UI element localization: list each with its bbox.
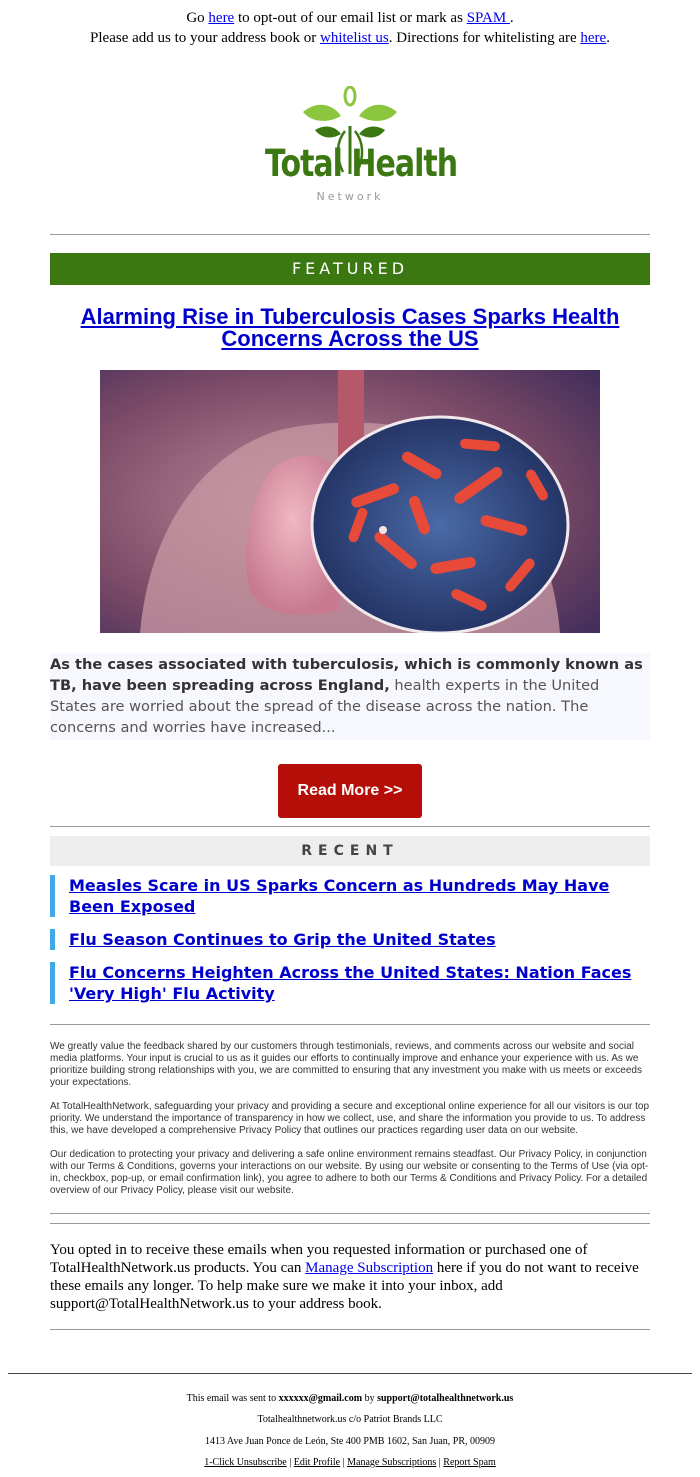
recent-item-link[interactable]: Measles Scare in US Sparks Concern as Hundreds May Have Been Exposed [69, 876, 610, 916]
top-notice [0, 0, 700, 48]
sent-to-line: This email was sent to xxxxxx@gmail.com by support@totalhealthnetwork.us [186, 1393, 514, 1404]
address-line: 1413 Ave Juan Ponce de León, Ste 400 PMB 1602, San Juan, PR, 00909 [204, 1436, 496, 1447]
directions-here-link[interactable]: here [580, 30, 607, 46]
report-spam-link[interactable]: Report Spam [443, 1457, 496, 1468]
total-health-network-logo[interactable] [265, 86, 458, 206]
whitelist-line: Please add us to your address book or whitelist us. Directions for whitelisting are here. [90, 30, 610, 46]
tuberculosis-lungs-bacteria-image[interactable] [100, 370, 600, 633]
footer-links: 1-Click Unsubscribe | Edit Profile | Manage Subscriptions | Report Spam [204, 1457, 496, 1468]
company-line: Totalhealthnetwork.us c/o Patriot Brands LLC [257, 1414, 443, 1425]
recent-item-link[interactable]: Flu Concerns Heighten Across the United States: Nation Faces 'Very High' Flu Activity [69, 963, 632, 1003]
footer-divider [8, 1373, 692, 1374]
logo-network-text: Network [316, 190, 384, 203]
divider [50, 1329, 650, 1330]
manage-subscription-link[interactable]: Manage Subscription [305, 1260, 434, 1276]
unsubscribe-link[interactable]: 1-Click Unsubscribe [204, 1457, 287, 1468]
spam-link[interactable]: SPAM [466, 10, 510, 26]
optout-here-link[interactable]: here [208, 10, 235, 26]
featured-section-header: FEATURED [50, 253, 650, 285]
recent-item-link[interactable]: Flu Season Continues to Grip the United States [69, 930, 496, 949]
featured-excerpt: As the cases associated with tuberculosis, which is commonly known as TB, have been spreading across England, health experts in the United States are worried about the spread of the disease across the nation. The concerns and worries have increased... [50, 653, 650, 740]
privacy-disclaimer: At TotalHealthNetwork, safeguarding your privacy and providing a secure and exceptional online experience for all our visitors is our top priority. We understand the importance of transparency in how we collect, use, and share the information you provide to us. To address this, we have developed a comprehensive Privacy Policy that outlines our practices regarding user data on our website. [50, 1101, 650, 1136]
featured-headline [50, 306, 650, 350]
terms-disclaimer: Our dedication to protecting your privacy and delivering a safe online environment remains steadfast. Our Privacy Policy, in conjunction with our Terms & Conditions, governs your interactions on our website. By using our website or consenting to the Terms of Use (via opt-in, checkbox, pop-up, or email confirmation link), you agree to adhere to both our Terms & Conditions and Privacy Policy. For a detailed overview of our Privacy Policy, please visit our website. [50, 1149, 649, 1196]
email-body [50, 206, 650, 1330]
optin-notice: You opted in to receive these emails when you requested information or purchased one of TotalHealthNetwork.us products. You can Manage Subscription here if you do not want to receive these emails any longer. To help make sure we make it into your inbox, add support@TotalHealthNetwork.us to your address book. [50, 1242, 639, 1312]
manage-subscriptions-link[interactable]: Manage Subscriptions [347, 1457, 437, 1468]
edit-profile-link[interactable]: Edit Profile [293, 1457, 341, 1468]
testimonials-disclaimer: We greatly value the feedback shared by our customers through testimonials, reviews, and comments across our website and social media platforms. Your input is crucial to us as it guides our efforts to continually improve and enhance your experience with us. As we prioritize building strong relationships with you, we are committed to ensuring that any investment you make with us meets or exceeds your expectations. [50, 1041, 642, 1088]
optout-line: Go here to opt-out of our email list or mark as SPAM . [186, 10, 514, 26]
recent-item [50, 929, 650, 950]
recent-item [50, 875, 650, 917]
read-more-wrapper [50, 764, 650, 818]
whitelist-link[interactable]: whitelist us [320, 30, 389, 46]
recent-section-header: RECENT [50, 836, 650, 866]
read-more-button[interactable]: Read More >> [278, 764, 422, 818]
featured-headline-link[interactable]: Alarming Rise in Tuberculosis Cases Sparks Health Concerns Across the US [80, 304, 620, 351]
recent-item [50, 962, 650, 1004]
logo-wordmark: Total Health [265, 142, 458, 186]
